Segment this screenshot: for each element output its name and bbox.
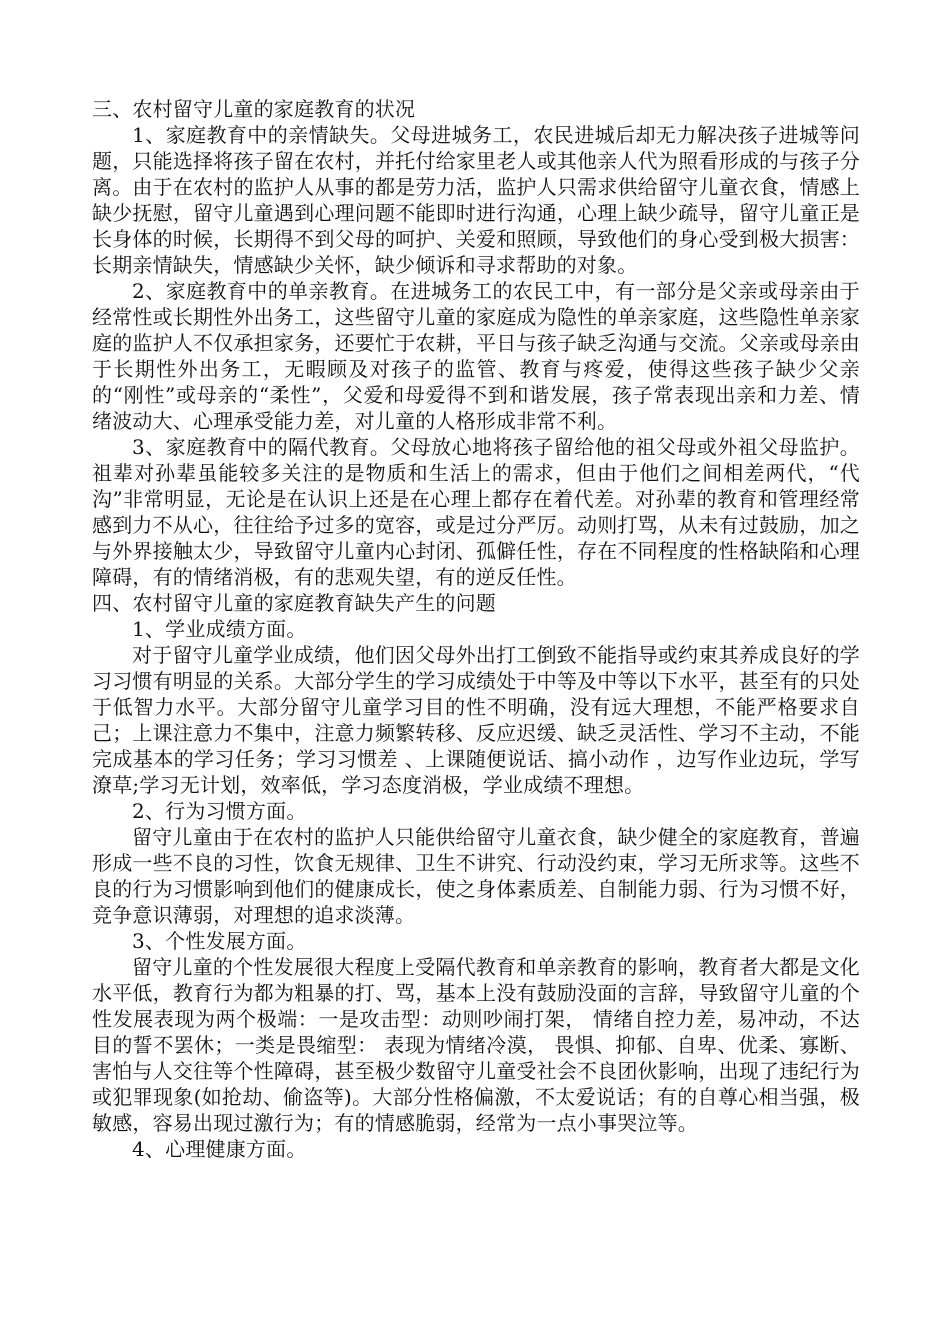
paragraph-single-parent-education: 2、家庭教育中的单亲教育。在进城务工的农民工中，有一部分是父亲或母亲由于经常性或长期性外出务工，这些留守儿童的家庭成为隐性的单亲家庭，这些隐性单亲家庭的监护人不仅承担家务，还要忙于农耕，平日与孩子缺乏沟通与交流。父亲或母亲由于长期性外出务工，无暇顾及对孩子的监管、教育与疼爱，使得这些孩子缺少父亲的“刚性”或母亲的“柔性”，父爱和母爱得不到和谐发展，孩子常表现出亲和力差、情绪波动大、心理承受能力差，对儿童的人格形成非常不利。 <box>92 279 860 433</box>
section-heading-4: 四、农村留守儿童的家庭教育缺失产生的问题 <box>92 591 496 615</box>
document-body <box>92 96 860 1162</box>
subheading-academic: 1、学业成绩方面。 <box>132 617 307 641</box>
section-heading-3: 三、农村留守儿童的家庭教育的状况 <box>92 97 416 121</box>
paragraph-intergenerational-education: 3、家庭教育中的隔代教育。父母放心地将孩子留给他的祖父母或外祖父母监护。祖辈对孙辈虽能较多关注的是物质和生活上的需求，但由于他们之间相差两代，“代沟”非常明显，无论是在认识上还是在心理上都存在着代差。对孙辈的教育和管理经常感到力不从心，往往给予过多的宽容，或是过分严厉。动则打骂，从未有过鼓励，加之与外界接触太少，导致留守儿童内心封闭、孤僻任性，存在不同程度的性格缺陷和心理障碍，有的情绪消极，有的悲观失望，有的逆反任性。 <box>92 435 860 589</box>
paragraph-emotional-absence: 1、家庭教育中的亲情缺失。父母进城务工，农民进城后却无力解决孩子进城等问题，只能选择将孩子留在农村，并托付给家里老人或其他亲人代为照看形成的与孩子分离。由于在农村的监护人从事的都是劳力活，监护人只需求供给留守儿童衣食，情感上缺少抚慰，留守儿童遇到心理问题不能即时进行沟通，心理上缺少疏导，留守儿童正是长身体的时候，长期得不到父母的呵护、关爱和照顾，导致他们的身心受到极大损害：长期亲情缺失，情感缺少关怀，缺少倾诉和寻求帮助的对象。 <box>92 123 860 277</box>
subheading-behavior: 2、行为习惯方面。 <box>132 799 307 823</box>
paragraph-personality: 留守儿童的个性发展很大程度上受隔代教育和单亲教育的影响，教育者大都是文化水平低，教育行为都为粗暴的打、骂，基本上没有鼓励没面的言辞，导致留守儿童的个性发展表现为两个极端：一是攻击型：动则吵闹打架， 情绪自控力差，易冲动，不达目的誓不罢休；一类是畏缩型： 表现为情绪冷漠， 畏惧、抑郁、自卑、优柔、寡断、害怕与人交往等个性障碍，甚至极少数留守儿童受社会不良团伙影响，出现了违纪行为或犯罪现象(如抢劫、偷盗等)。大部分性格偏激，不太爱说话；有的自尊心相当强，极敏感，容易出现过激行为；有的情感脆弱，经常为一点小事哭泣等。 <box>92 955 860 1135</box>
subheading-mental-health: 4、心理健康方面。 <box>132 1137 307 1161</box>
subheading-personality: 3、个性发展方面。 <box>132 929 307 953</box>
paragraph-behavior: 留守儿童由于在农村的监护人只能供给留守儿童衣食，缺少健全的家庭教育，普遍形成一些不良的习性，饮食无规律、卫生不讲究、行动没约束，学习无所求等。这些不良的行为习惯影响到他们的健康成长，使之身体素质差、自制能力弱、行为习惯不好，竞争意识薄弱，对理想的追求淡薄。 <box>92 825 860 927</box>
paragraph-academic: 对于留守儿童学业成绩，他们因父母外出打工倒致不能指导或约束其养成良好的学习习惯有明显的关系。大部分学生的学习成绩处于中等及中等以下水平，甚至有的只处于低智力水平。大部分留守儿童学习目的性不明确，没有远大理想，不能严格要求自己；上课注意力不集中，注意力频繁转移、反应迟缓、缺乏灵活性、学习不主动，不能完成基本的学习任务；学习习惯差 、上课随便说话、搞小动作 ，边写作业边玩，学写潦草;学习无计划，效率低，学习态度消极，学业成绩不理想。 <box>92 643 860 797</box>
